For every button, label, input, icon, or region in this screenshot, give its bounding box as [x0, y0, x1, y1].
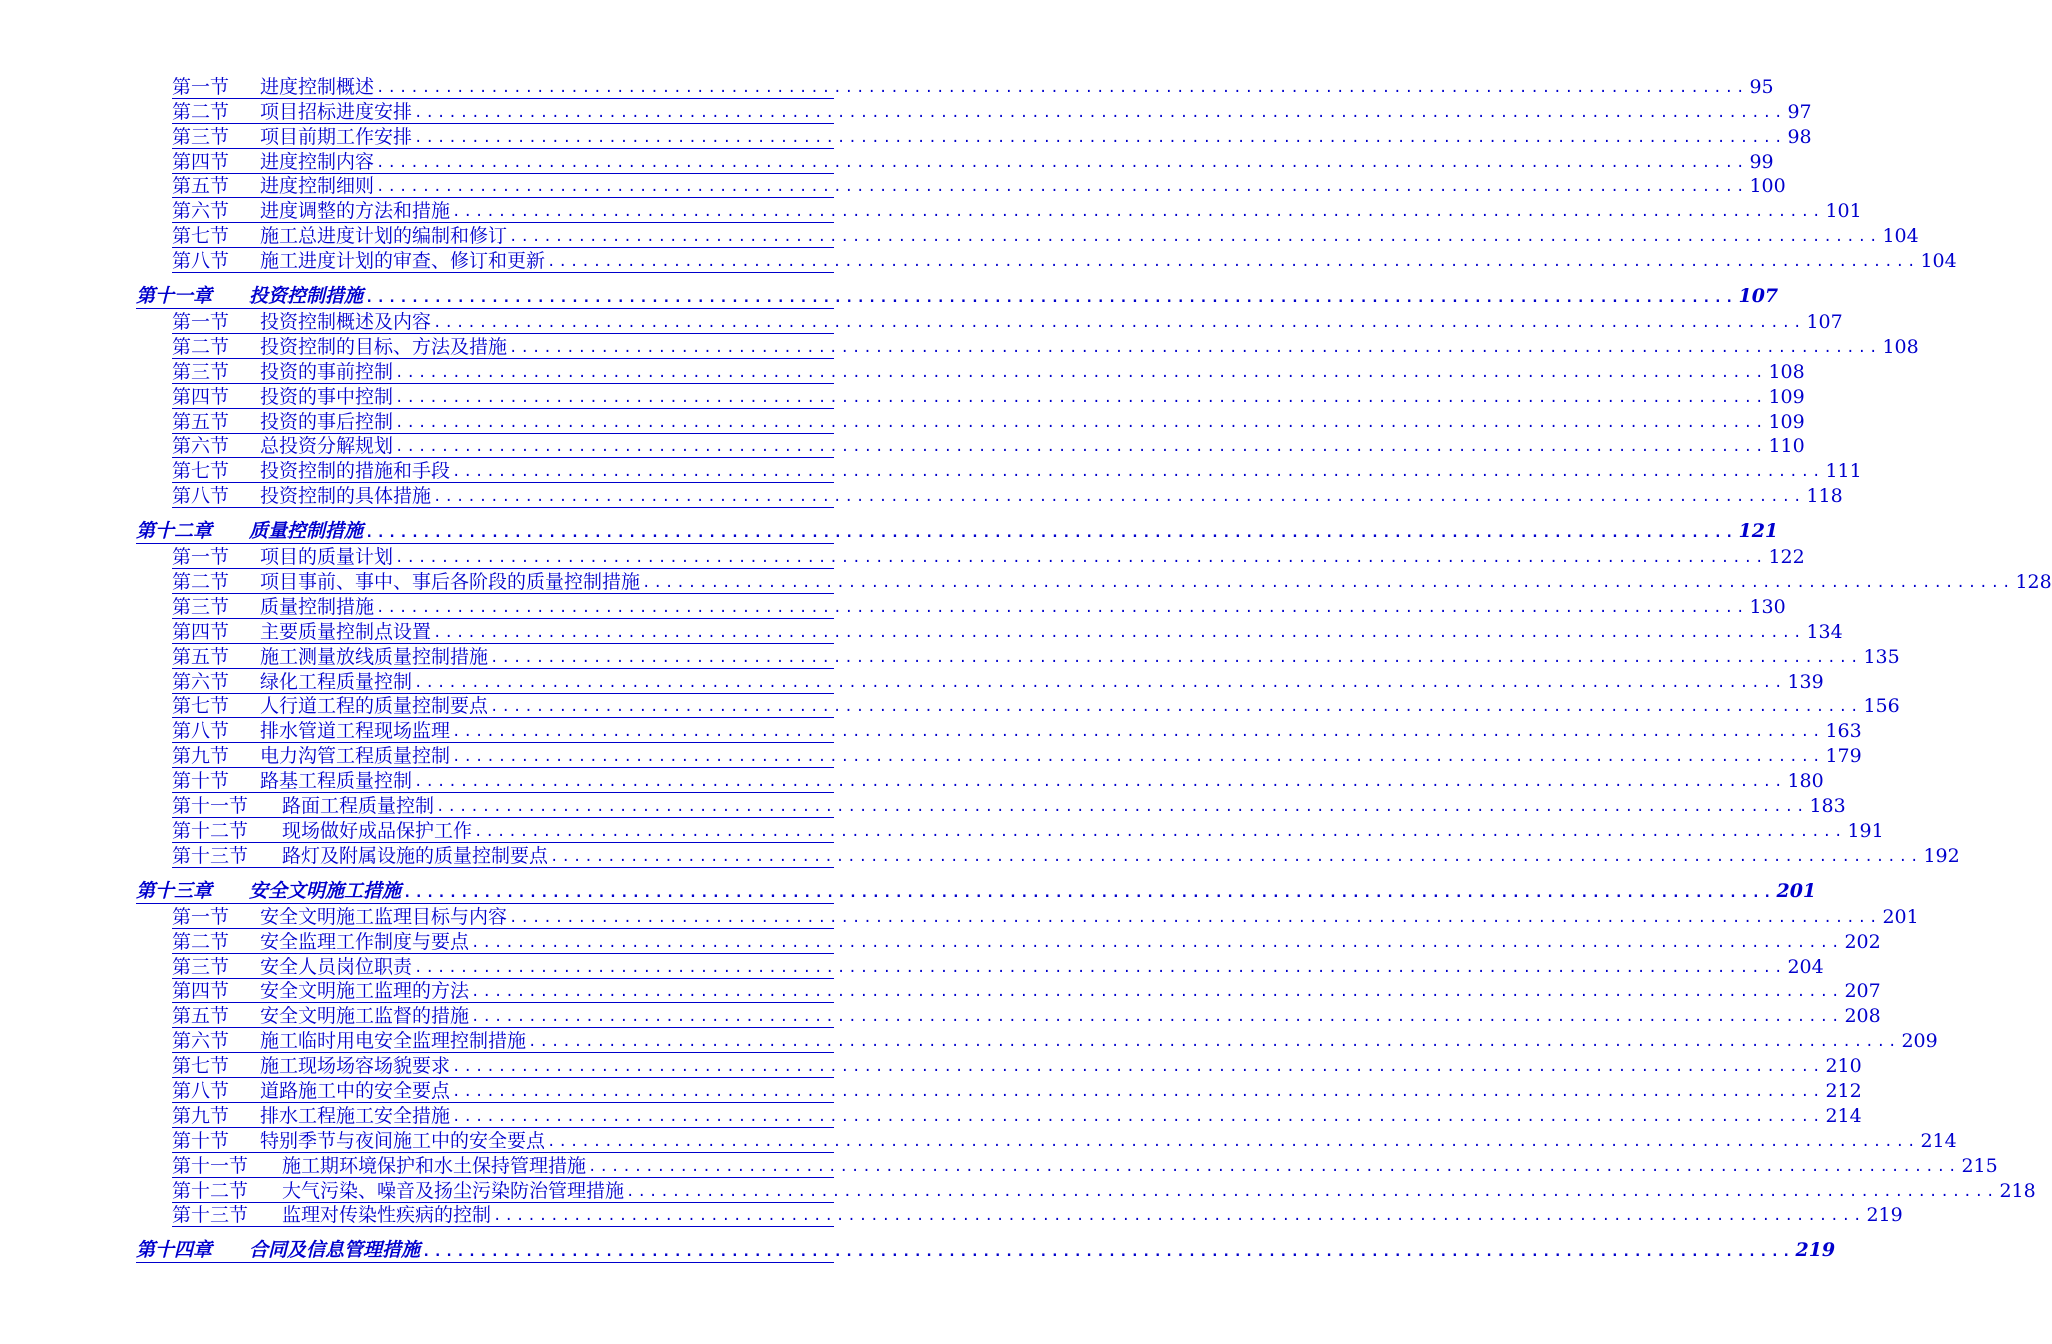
toc-entry-label — [172, 76, 374, 98]
dot-leader: ........................................................................................................................ — [588, 1158, 1960, 1175]
toc-section-link[interactable] — [172, 843, 1960, 868]
toc-entry-label — [172, 1055, 450, 1077]
section-number: 第六节 — [172, 200, 230, 223]
dot-leader: ........................................................................................................................ — [471, 984, 1843, 1001]
toc-entry-label — [172, 411, 393, 433]
section-title: 监理对传染性疾病的控制 — [282, 1204, 492, 1227]
section-title: 路面工程质量控制 — [282, 795, 435, 818]
page-number: 122 — [1768, 546, 1805, 569]
dot-leader: ........................................................................................................................ — [452, 1059, 1824, 1076]
toc-section-link[interactable] — [172, 793, 1846, 818]
section-number: 第三节 — [172, 125, 230, 148]
section-number: 第十节 — [172, 1129, 230, 1152]
section-number: 第一节 — [172, 75, 230, 98]
dot-leader: ........................................................................................................................ — [395, 364, 1767, 381]
section-number: 第十二节 — [172, 1179, 249, 1202]
page-number: 107 — [1738, 285, 1779, 308]
dot-leader: ........................................................................................................................ — [376, 154, 1748, 171]
toc-section-link[interactable] — [172, 99, 1812, 124]
chapter-number: 第十一章 — [136, 285, 213, 308]
toc-entry-label — [172, 1180, 624, 1202]
section-title: 质量控制措施 — [260, 595, 375, 618]
dot-leader: ........................................................................................................................ — [547, 1133, 1919, 1150]
toc-section-link[interactable] — [172, 979, 1881, 1004]
page-number: 219 — [1866, 1204, 1903, 1227]
section-title: 绿化工程质量控制 — [260, 670, 413, 693]
toc-section-link[interactable] — [172, 718, 1862, 743]
section-number: 第十三节 — [172, 844, 249, 867]
toc-entry-label — [172, 101, 412, 123]
toc-section-link[interactable] — [172, 1128, 1957, 1153]
toc-entry-label — [172, 621, 431, 643]
section-number: 第四节 — [172, 150, 230, 173]
section-number: 第六节 — [172, 435, 230, 458]
section-number: 第二节 — [172, 930, 230, 953]
section-number: 第八节 — [172, 250, 230, 273]
dot-leader: ........................................................................................................................ — [493, 1208, 1865, 1225]
section-title: 人行道工程的质量控制要点 — [260, 695, 489, 718]
section-title: 投资控制的措施和手段 — [260, 460, 451, 483]
section-title: 进度控制细则 — [260, 175, 375, 198]
toc-entry-label — [172, 546, 393, 568]
page-number: 100 — [1749, 175, 1786, 198]
toc-entry-label — [136, 285, 363, 308]
page-number: 109 — [1768, 410, 1805, 433]
toc-section-link[interactable] — [172, 124, 1812, 149]
section-number: 第七节 — [172, 460, 230, 483]
dot-leader: ........................................................................................................................ — [509, 909, 1881, 926]
toc-section-link[interactable] — [172, 434, 1805, 459]
toc-entry-label — [172, 820, 472, 842]
toc-section-link[interactable] — [172, 458, 1862, 483]
page-number: 212 — [1825, 1079, 1862, 1102]
section-number: 第五节 — [172, 1005, 230, 1028]
dot-leader: ........................................................................................................................ — [550, 848, 1922, 865]
toc-section-link[interactable] — [172, 594, 1786, 619]
section-title: 排水工程施工安全措施 — [260, 1104, 451, 1127]
section-number: 第二节 — [172, 571, 230, 594]
dot-leader: ........................................................................................................................ — [433, 315, 1805, 332]
section-title: 总投资分解规划 — [260, 435, 394, 458]
section-number: 第一节 — [172, 311, 230, 334]
section-number: 第二节 — [172, 335, 230, 358]
dot-leader: ........................................................................................................................ — [376, 79, 1748, 96]
section-number: 第七节 — [172, 1055, 230, 1078]
section-number: 第一节 — [172, 546, 230, 569]
dot-leader: ........................................................................................................................ — [452, 204, 1824, 221]
section-title: 现场做好成品保护工作 — [282, 819, 473, 842]
dot-leader: ........................................................................................................................ — [414, 129, 1786, 146]
page-number: 218 — [1999, 1179, 2036, 1202]
dot-leader: ........................................................................................................................ — [433, 489, 1805, 506]
page-number: 163 — [1825, 720, 1862, 743]
page-number: 156 — [1863, 695, 1900, 718]
dot-leader: ........................................................................................................................ — [452, 724, 1824, 741]
chapter-number: 第十三章 — [136, 879, 213, 902]
section-number: 第九节 — [172, 1104, 230, 1127]
toc-section-link[interactable] — [172, 694, 1900, 719]
page-number: 104 — [1882, 225, 1919, 248]
toc-entry-label — [172, 435, 393, 457]
toc-entry-label — [172, 311, 431, 333]
toc-entry-label — [172, 695, 488, 717]
section-number: 第五节 — [172, 175, 230, 198]
section-title: 投资的事中控制 — [260, 385, 394, 408]
page-number: 104 — [1920, 250, 1957, 273]
section-title: 施工临时用电安全监理控制措施 — [260, 1030, 527, 1053]
toc-section-link[interactable] — [172, 1028, 1938, 1053]
toc-chapter-link[interactable] — [136, 1237, 1836, 1263]
dot-leader: ........................................................................................................................ — [452, 1108, 1824, 1125]
dot-leader: ........................................................................................................................ — [365, 525, 1737, 542]
dot-leader: ........................................................................................................................ — [422, 1244, 1794, 1261]
section-title: 安全文明施工监理的方法 — [260, 980, 470, 1003]
page-number: 208 — [1844, 1005, 1881, 1028]
dot-leader: ........................................................................................................................ — [395, 414, 1767, 431]
dot-leader: ........................................................................................................................ — [452, 464, 1824, 481]
dot-leader: ........................................................................................................................ — [365, 290, 1737, 307]
section-title: 路基工程质量控制 — [260, 770, 413, 793]
dot-leader: ........................................................................................................................ — [414, 959, 1786, 976]
toc-entry-label — [172, 200, 450, 222]
dot-leader: ........................................................................................................................ — [490, 699, 1862, 716]
toc-entry-label — [172, 175, 374, 197]
toc-entry-label — [172, 931, 469, 953]
toc-section-link[interactable] — [172, 1103, 1862, 1128]
toc-entry-label — [172, 745, 450, 767]
dot-leader: ........................................................................................................................ — [547, 254, 1919, 271]
toc-section-link[interactable] — [172, 743, 1862, 768]
toc-entry-label — [172, 770, 412, 792]
toc-entry-label — [172, 1155, 586, 1177]
section-number: 第三节 — [172, 595, 230, 618]
toc-section-link[interactable] — [172, 1153, 1998, 1178]
section-number: 第七节 — [172, 695, 230, 718]
section-title: 投资控制的目标、方法及措施 — [260, 335, 508, 358]
toc-entry-label — [172, 906, 507, 928]
dot-leader: ........................................................................................................................ — [471, 1009, 1843, 1026]
toc-entry-label — [172, 571, 640, 593]
section-title: 投资的事后控制 — [260, 410, 394, 433]
page-number: 110 — [1768, 435, 1805, 458]
toc-entry-label — [172, 1080, 450, 1102]
toc-section-link[interactable] — [172, 1203, 1903, 1228]
toc-entry-label — [172, 720, 450, 742]
section-title: 进度调整的方法和措施 — [260, 200, 451, 223]
section-title: 道路施工中的安全要点 — [260, 1079, 451, 1102]
toc-section-link[interactable] — [172, 619, 1843, 644]
toc-entry-label — [172, 336, 507, 358]
section-number: 第二节 — [172, 100, 230, 123]
toc-section-link[interactable] — [172, 149, 1774, 174]
section-number: 第十二节 — [172, 819, 249, 842]
section-number: 第八节 — [172, 485, 230, 508]
section-title: 项目事前、事中、事后各阶段的质量控制措施 — [260, 571, 641, 594]
toc-entry-label — [136, 520, 363, 543]
section-number: 第九节 — [172, 745, 230, 768]
toc-section-link[interactable] — [172, 644, 1900, 669]
page-number: 135 — [1863, 645, 1900, 668]
dot-leader: ........................................................................................................................ — [414, 104, 1786, 121]
section-title: 电力沟管工程质量控制 — [260, 745, 451, 768]
toc-entry-label — [172, 1030, 526, 1052]
dot-leader: ........................................................................................................................ — [433, 624, 1805, 641]
page-number: 97 — [1787, 100, 1812, 123]
dot-leader: ........................................................................................................................ — [452, 1083, 1824, 1100]
dot-leader: ........................................................................................................................ — [471, 934, 1843, 951]
page-number: 128 — [2015, 571, 2052, 594]
section-number: 第五节 — [172, 645, 230, 668]
toc-chapter-link[interactable] — [136, 283, 1779, 309]
toc-section-link[interactable] — [172, 929, 1881, 954]
toc-section-link[interactable] — [172, 1078, 1862, 1103]
page-number: 183 — [1809, 795, 1846, 818]
section-title: 安全人员岗位职责 — [260, 955, 413, 978]
section-title: 项目的质量计划 — [260, 546, 394, 569]
section-number: 第三节 — [172, 360, 230, 383]
dot-leader: ........................................................................................................................ — [626, 1183, 1998, 1200]
section-number: 第七节 — [172, 225, 230, 248]
section-title: 大气污染、噪音及扬尘污染防治管理措施 — [282, 1179, 625, 1202]
toc-section-link[interactable] — [172, 248, 1957, 273]
dot-leader: ........................................................................................................................ — [509, 339, 1881, 356]
section-title: 安全文明施工监理目标与内容 — [260, 905, 508, 928]
dot-leader: ........................................................................................................................ — [376, 599, 1748, 616]
page-number: 98 — [1787, 125, 1812, 148]
page-number: 108 — [1882, 335, 1919, 358]
toc-entry-label — [136, 1239, 420, 1262]
dot-leader: ........................................................................................................................ — [528, 1034, 1900, 1051]
section-title: 施工期环境保护和水土保持管理措施 — [282, 1154, 587, 1177]
toc-section-link[interactable] — [172, 309, 1843, 334]
toc-section-link[interactable] — [172, 569, 2052, 594]
page-number: 192 — [1923, 844, 1960, 867]
page-number: 207 — [1844, 980, 1881, 1003]
toc-entry-label — [172, 460, 450, 482]
section-number: 第六节 — [172, 670, 230, 693]
section-title: 安全监理工作制度与要点 — [260, 930, 470, 953]
dot-leader: ........................................................................................................................ — [642, 575, 2014, 592]
section-number: 第十节 — [172, 770, 230, 793]
section-title: 投资的事前控制 — [260, 360, 394, 383]
section-title: 项目招标进度安排 — [260, 100, 413, 123]
section-number: 第四节 — [172, 385, 230, 408]
chapter-title: 合同及信息管理措施 — [249, 1239, 421, 1262]
section-title: 特别季节与夜间施工中的安全要点 — [260, 1129, 546, 1152]
toc-section-link[interactable] — [172, 954, 1824, 979]
toc-entry-label — [172, 151, 374, 173]
toc-entry-label — [172, 956, 412, 978]
section-number: 第十三节 — [172, 1204, 249, 1227]
section-title: 排水管道工程现场监理 — [260, 720, 451, 743]
toc-entry-label — [172, 795, 434, 817]
section-title: 投资控制的具体措施 — [260, 485, 432, 508]
chapter-title: 投资控制措施 — [249, 285, 364, 308]
dot-leader: ........................................................................................................................ — [376, 179, 1748, 196]
table-of-contents — [136, 74, 2052, 1263]
section-number: 第一节 — [172, 905, 230, 928]
page-number: 101 — [1825, 200, 1862, 223]
section-title: 施工测量放线质量控制措施 — [260, 645, 489, 668]
chapter-title: 质量控制措施 — [249, 520, 364, 543]
toc-section-link[interactable] — [172, 198, 1862, 223]
dot-leader: ........................................................................................................................ — [436, 799, 1808, 816]
dot-leader: ........................................................................................................................ — [403, 884, 1775, 901]
page-number: 204 — [1787, 955, 1824, 978]
page-number: 139 — [1787, 670, 1824, 693]
toc-entry-label — [172, 596, 374, 618]
section-title: 项目前期工作安排 — [260, 125, 413, 148]
page-number: 134 — [1806, 620, 1843, 643]
page-number: 209 — [1901, 1030, 1938, 1053]
page-number: 107 — [1806, 311, 1843, 334]
section-title: 路灯及附属设施的质量控制要点 — [282, 844, 549, 867]
toc-section-link[interactable] — [172, 359, 1805, 384]
dot-leader: ........................................................................................................................ — [395, 550, 1767, 567]
dot-leader: ........................................................................................................................ — [474, 823, 1846, 840]
toc-entry-label — [172, 386, 393, 408]
page-number: 111 — [1825, 460, 1862, 483]
toc-section-link[interactable] — [172, 544, 1805, 569]
toc-section-link[interactable] — [172, 223, 1919, 248]
section-number: 第三节 — [172, 955, 230, 978]
page-number: 219 — [1795, 1239, 1836, 1262]
section-title: 进度控制内容 — [260, 150, 375, 173]
page-number: 201 — [1776, 879, 1817, 902]
section-number: 第十一节 — [172, 1154, 249, 1177]
page-number: 95 — [1749, 75, 1774, 98]
toc-section-link[interactable] — [172, 483, 1843, 508]
dot-leader: ........................................................................................................................ — [414, 674, 1786, 691]
section-title: 施工总进度计划的编制和修订 — [260, 225, 508, 248]
toc-chapter-link[interactable] — [136, 878, 1817, 904]
toc-section-link[interactable] — [172, 904, 1919, 929]
section-number: 第十一节 — [172, 795, 249, 818]
dot-leader: ........................................................................................................................ — [395, 439, 1767, 456]
section-number: 第四节 — [172, 620, 230, 643]
toc-entry-label — [172, 1204, 491, 1226]
toc-entry-label — [172, 485, 431, 507]
toc-section-link[interactable] — [172, 334, 1919, 359]
page-number: 130 — [1749, 595, 1786, 618]
toc-section-link[interactable] — [172, 384, 1805, 409]
page-number: 180 — [1787, 770, 1824, 793]
page-number: 108 — [1768, 360, 1805, 383]
toc-entry-label — [172, 361, 393, 383]
section-title: 投资控制概述及内容 — [260, 311, 432, 334]
section-title: 施工进度计划的审查、修订和更新 — [260, 250, 546, 273]
page-number: 214 — [1920, 1129, 1957, 1152]
chapter-number: 第十四章 — [136, 1239, 213, 1262]
toc-entry-label — [172, 250, 545, 272]
page-number: 202 — [1844, 930, 1881, 953]
page-number: 210 — [1825, 1055, 1862, 1078]
chapter-title: 安全文明施工措施 — [249, 879, 402, 902]
toc-section-link[interactable] — [172, 1178, 2036, 1203]
dot-leader: ........................................................................................................................ — [509, 229, 1881, 246]
toc-section-link[interactable] — [172, 74, 1774, 99]
section-title: 主要质量控制点设置 — [260, 620, 432, 643]
dot-leader: ........................................................................................................................ — [395, 389, 1767, 406]
toc-entry-label — [172, 671, 412, 693]
toc-section-link[interactable] — [172, 768, 1824, 793]
dot-leader: ........................................................................................................................ — [414, 774, 1786, 791]
toc-section-link[interactable] — [172, 1003, 1881, 1028]
toc-entry-label — [136, 880, 401, 903]
page-number: 201 — [1882, 905, 1919, 928]
section-number: 第四节 — [172, 980, 230, 1003]
toc-entry-label — [172, 1005, 469, 1027]
toc-entry-label — [172, 126, 412, 148]
section-number: 第五节 — [172, 410, 230, 433]
page-number: 121 — [1738, 520, 1779, 543]
section-number: 第八节 — [172, 720, 230, 743]
section-title: 进度控制概述 — [260, 75, 375, 98]
toc-entry-label — [172, 225, 507, 247]
page-number: 215 — [1961, 1154, 1998, 1177]
toc-chapter-link[interactable] — [136, 518, 1779, 544]
page-number: 191 — [1847, 819, 1884, 842]
toc-section-link[interactable] — [172, 818, 1884, 843]
section-number: 第八节 — [172, 1079, 230, 1102]
page-number: 179 — [1825, 745, 1862, 768]
section-title: 施工现场场容场貌要求 — [260, 1055, 451, 1078]
toc-section-link[interactable] — [172, 409, 1805, 434]
page-number: 214 — [1825, 1104, 1862, 1127]
section-number: 第六节 — [172, 1030, 230, 1053]
page-number: 118 — [1806, 485, 1843, 508]
toc-entry-label — [172, 980, 469, 1002]
dot-leader: ........................................................................................................................ — [490, 649, 1862, 666]
toc-entry-label — [172, 646, 488, 668]
toc-entry-label — [172, 1130, 545, 1152]
toc-entry-label — [172, 845, 548, 867]
toc-section-link[interactable] — [172, 669, 1824, 694]
toc-entry-label — [172, 1105, 450, 1127]
section-title: 安全文明施工监督的措施 — [260, 1005, 470, 1028]
chapter-number: 第十二章 — [136, 520, 213, 543]
dot-leader: ........................................................................................................................ — [452, 749, 1824, 766]
toc-section-link[interactable] — [172, 1053, 1862, 1078]
page-number: 99 — [1749, 150, 1774, 173]
page-number: 109 — [1768, 385, 1805, 408]
toc-section-link[interactable] — [172, 174, 1786, 199]
